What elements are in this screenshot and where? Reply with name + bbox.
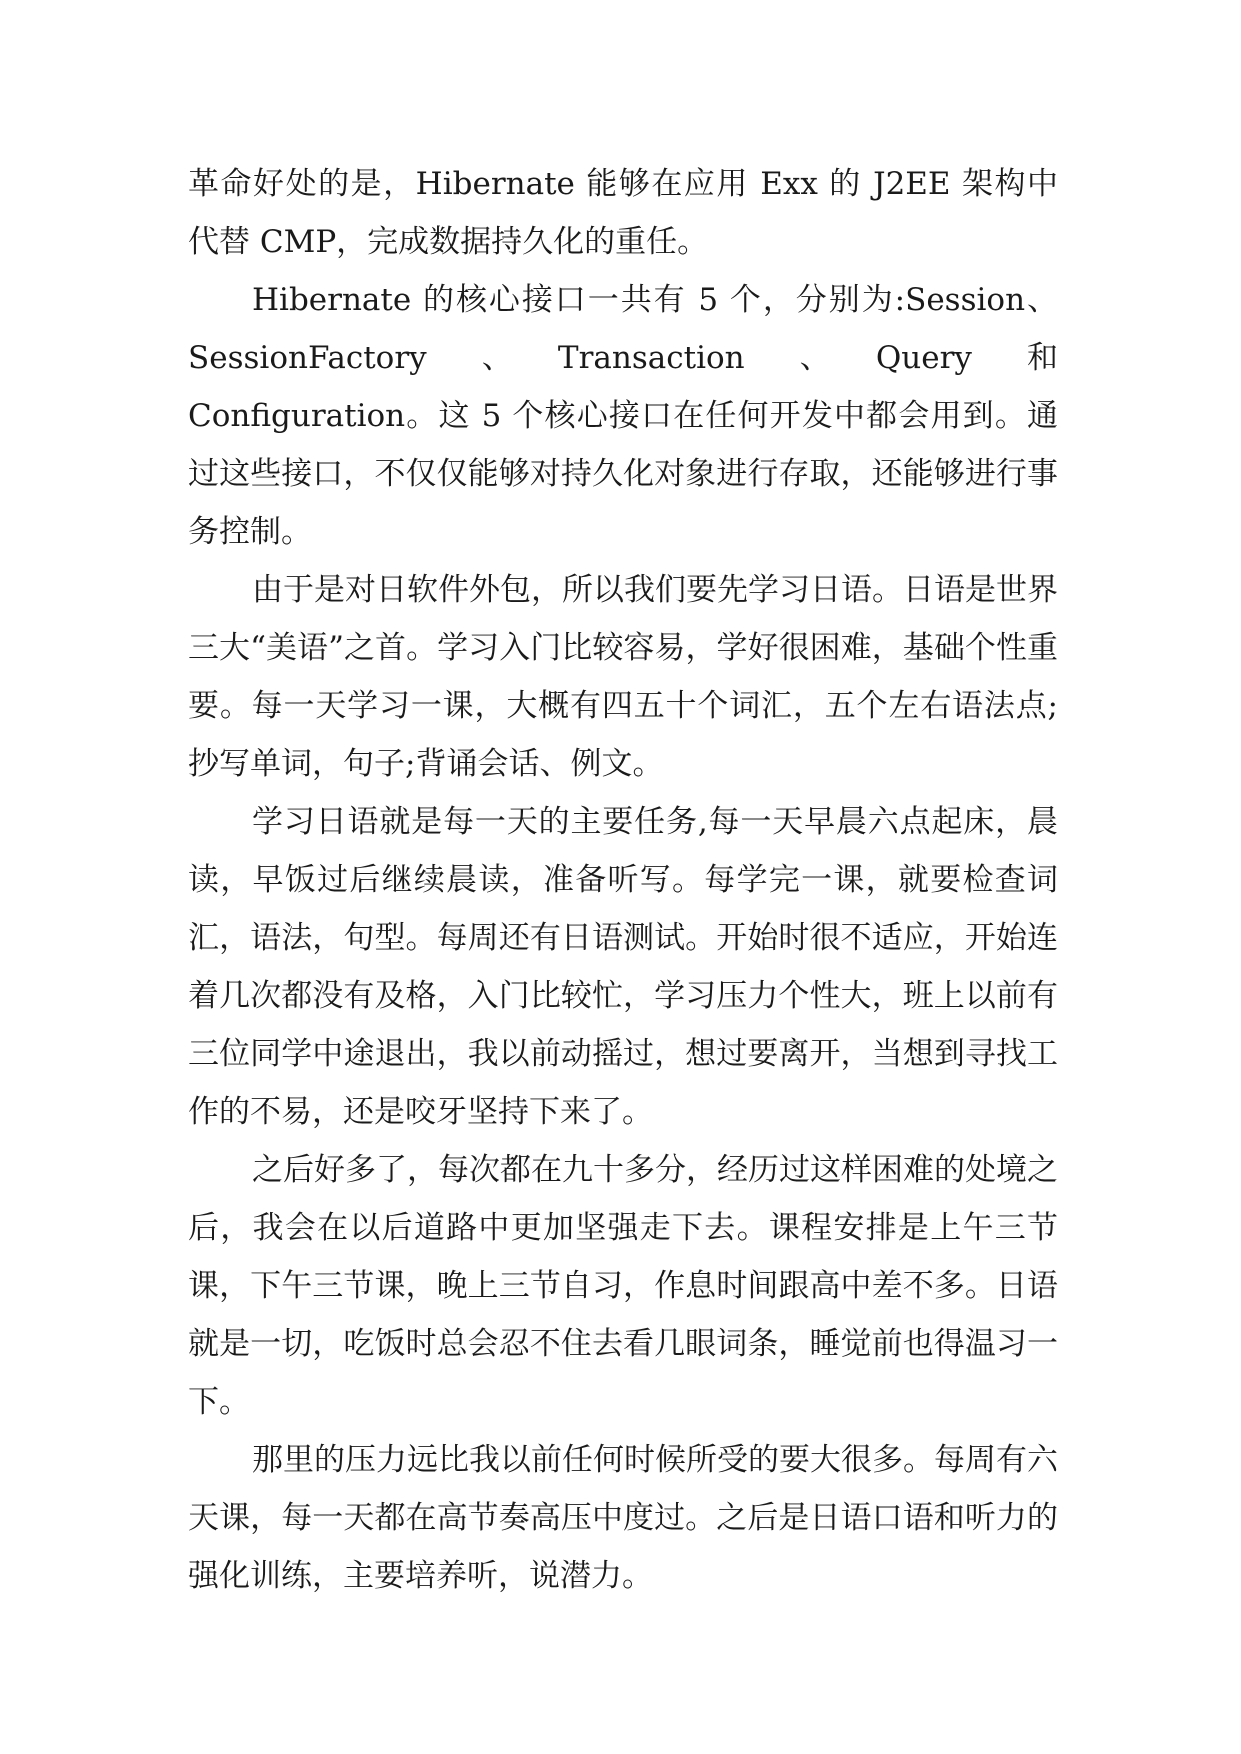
paragraph-pressure: 那里的压力远比我以前任何时候所受的要大很多。每周有六天课，每一天都在高节奏高压中度过。之后是日语口语和听力的强化训练，主要培养听，说潜力。 [188, 1442, 1058, 1594]
paragraph-continuation: 革命好处的是，Hibernate 能够在应用 Exx 的 J2EE 架构中代替 CMP，完成数据持久化的重任。 [188, 166, 1058, 260]
paragraph-progress: 之后好多了，每次都在九十多分，经历过这样困难的处境之后，我会在以后道路中更加坚强走下去。课程安排是上午三节课，下午三节课，晚上三节自习，作息时间跟高中差不多。日语就是一切，吃饭时总会忍不住去看几眼词条，睡觉前也得温习一下。 [188, 1152, 1058, 1420]
document-body [188, 155, 1058, 1605]
paragraph-hibernate-interfaces: Hibernate 的核心接口一共有 5 个，分别为:Session、SessionFactory 、Transaction 、Query 和 Configuration。这 5 个核心接口在任何开发中都会用到。通过这些接口，不仅仅能够对持久化对象进行存取，还能够进行事务控制。 [188, 282, 1058, 550]
paragraph-japanese-study: 由于是对日软件外包，所以我们要先学习日语。日语是世界三大“美语”之首。学习入门比较容易，学好很困难，基础个性重要。每一天学习一课，大概有四五十个词汇，五个左右语法点;抄写单词，句子;背诵会话、例文。 [188, 572, 1058, 782]
paragraph-daily-routine: 学习日语就是每一天的主要任务,每一天早晨六点起床，晨读，早饭过后继续晨读，准备听写。每学完一课，就要检查词汇，语法，句型。每周还有日语测试。开始时很不适应，开始连着几次都没有及格，入门比较忙，学习压力个性大，班上以前有三位同学中途退出，我以前动摇过，想过要离开，当想到寻找工作的不易，还是咬牙坚持下来了。 [188, 804, 1058, 1130]
